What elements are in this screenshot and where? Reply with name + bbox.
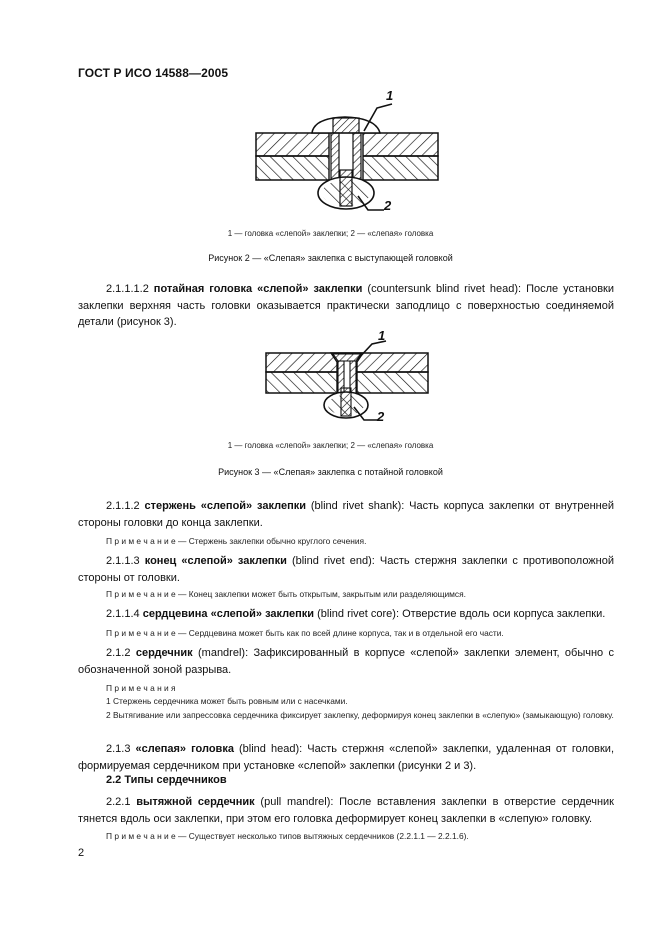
figure-2-caption: Рисунок 2 — «Слепая» заклепка с выступающей головкой [208,253,453,263]
note-2-1-1-4 [106,627,616,640]
note-2-1-1-2 [106,535,616,548]
note-text: Сердцевина может быть как по всей длине корпуса, так и в отдельной его части. [188,628,504,638]
note-2-2-1 [106,830,616,843]
figure-3-label-1: 1 [378,328,386,343]
definition: (blind rivet end): Часть стержня заклепки с противоположной стороны от головки. [78,555,615,584]
note-label: П р и м е ч а н и е — [106,589,187,599]
definition: (blind rivet shank): Часть корпуса заклепки от внутренней стороны головки до конца заклепки. [78,500,614,529]
definition: (mandrel): Зафиксированный в корпусе «слепой» заклепки элемент, обычно с обозначенной зоной разрыва. [78,647,615,676]
figure-2-label-2: 2 [384,198,392,213]
note-label: П р и м е ч а н и е — [106,536,187,546]
term: сердечник [135,647,193,659]
note-text: Стержень заклепки обычно круглого сечения. [188,536,367,546]
paragraph-2-1-1-3 [78,553,614,586]
term: потайная головка «слепой» заклепки [153,283,363,295]
clause-number: 2.1.3 [106,743,131,755]
clause-number: 2.1.1.1.2 [106,283,149,295]
note-2-1-2-item-2: 2 Вытягивание или запрессовка сердечника фиксирует заклепку, деформируя конец заклепки в «слепую» (замыкающую) головку. [106,710,614,720]
figure-2-legend: 1 — головка «слепой» заклепки; 2 — «слепая» головка [227,229,434,238]
figure-3-caption: Рисунок 3 — «Слепая» заклепка с потайной головкой [218,467,443,477]
note-text: Конец заклепки может быть открытым, закрытым или разделяющимся. [188,589,466,599]
notes-label-2-1-2: П р и м е ч а н и я [106,683,176,693]
note-2-1-2-item-1: 1 Стержень сердечника может быть ровным или с насечками. [106,696,348,706]
paragraph-2-1-1-2 [78,498,614,531]
clause-number: 2.1.1.3 [106,555,140,567]
paragraph-2-2-1 [78,794,614,827]
note-2-1-1-3 [106,588,616,601]
definition: (blind rivet core): Отверстие вдоль оси корпуса заклепки. [317,608,606,620]
note-label: П р и м е ч а н и е — [106,831,187,841]
section-title-2-2: 2.2 Типы сердечников [106,774,227,786]
paragraph-2-1-1-4 [78,606,614,623]
page-header: ГОСТ Р ИСО 14588—2005 [78,66,229,80]
clause-number: 2.2.1 [106,796,131,808]
term: стержень «слепой» заклепки [144,500,306,512]
page-number: 2 [78,847,85,859]
definition: (pull mandrel): После вставления заклепки в отверстие сердечник тянется вдоль оси заклепки, при этом его головка деформирует конец заклепки в «слепую» головку. [78,796,614,825]
clause-number: 2.1.1.2 [106,500,140,512]
figure-3-legend: 1 — головка «слепой» заклепки; 2 — «слепая» головка [227,441,434,450]
term: сердцевина «слепой» заклепки [142,608,315,620]
note-label: П р и м е ч а н и е — [106,628,187,638]
paragraph-2-1-3 [78,741,614,774]
note-text: Существует несколько типов вытяжных сердечников (2.2.1.1 — 2.2.1.6). [188,831,469,841]
figure-2-label-1: 1 [386,88,394,103]
term: вытяжной сердечник [136,796,255,808]
paragraph-2-1-2 [78,645,614,678]
term: конец «слепой» заклепки [144,555,287,567]
clause-number: 2.1.2 [106,647,131,659]
definition: (blind head): Часть стержня «слепой» заклепки, удаленная от головки, формируемая сердечником при установке «слепой» заклепки (рисунки 2 и 3). [78,743,614,772]
clause-number: 2.1.1.4 [106,608,140,620]
definition: (countersunk blind rivet head): После установки заклепки верхняя часть головки оказывается практически заподлицо с поверхностью соединяемой детали (рисунок 3). [78,283,614,328]
figure-3-label-2: 2 [377,409,385,424]
figure-3-drawing [0,0,661,440]
term: «слепая» головка [135,743,234,755]
